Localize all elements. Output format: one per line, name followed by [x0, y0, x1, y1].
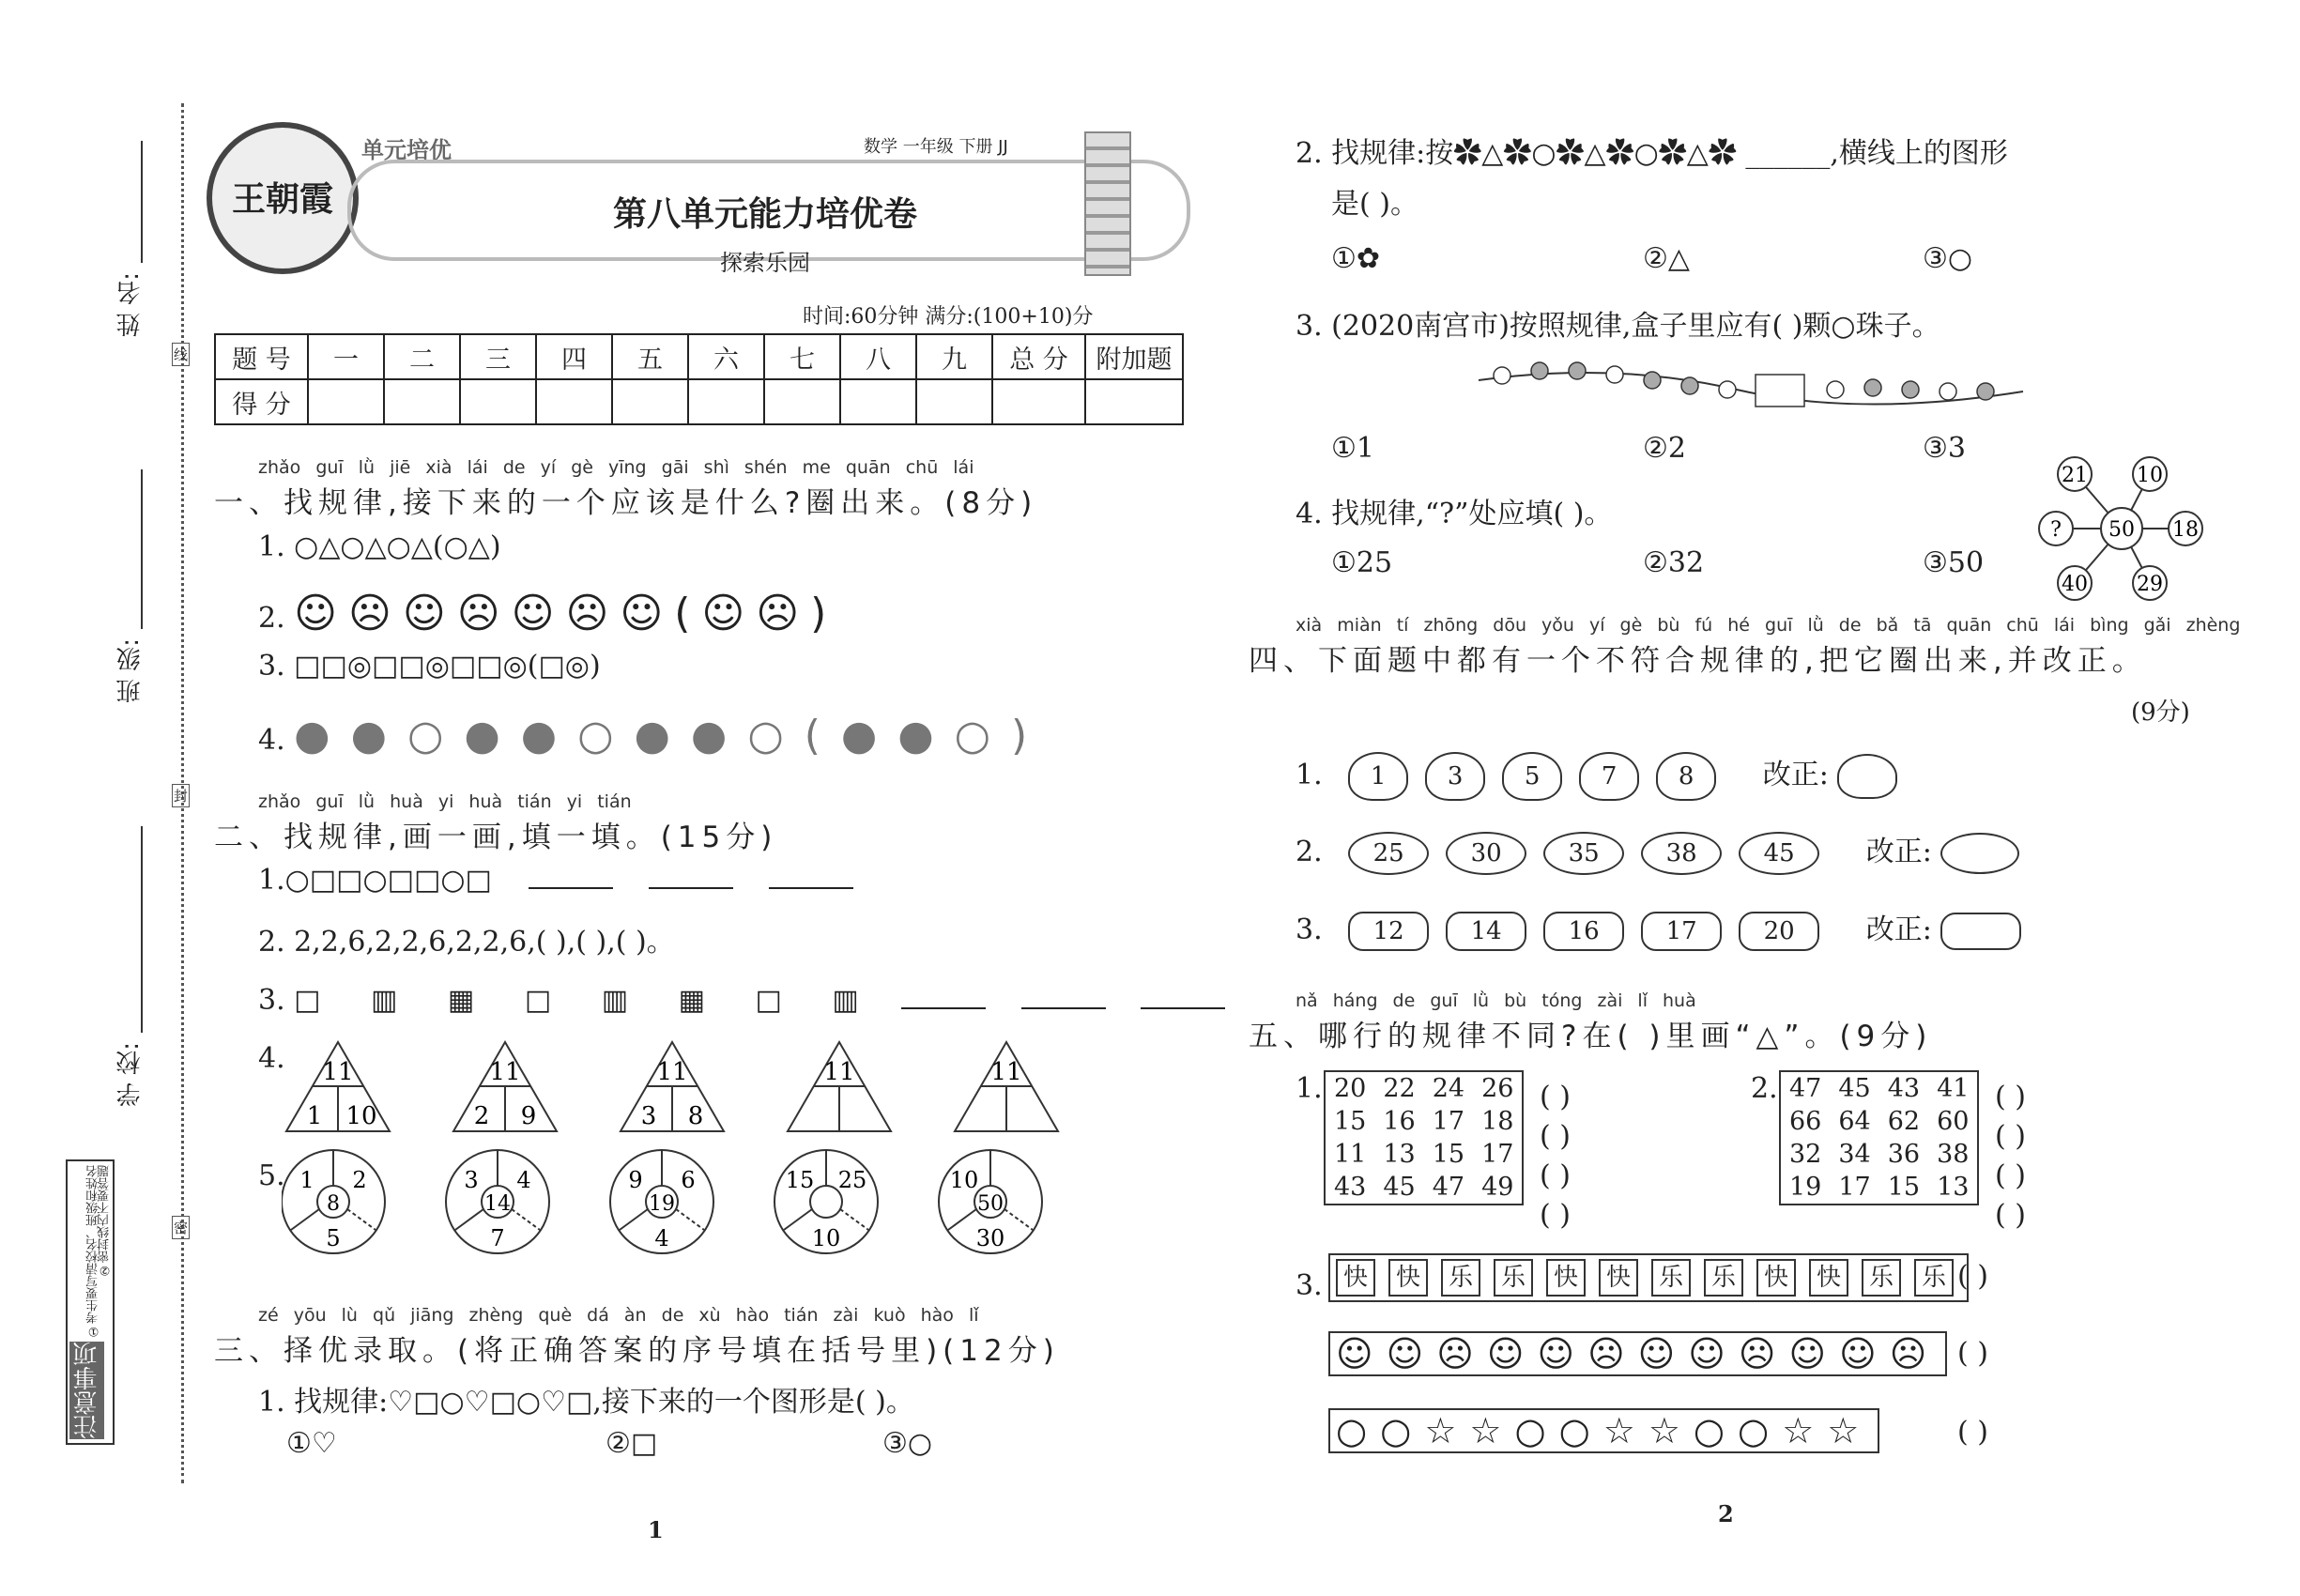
number-triangle: [286, 1042, 390, 1131]
cell: 三: [460, 334, 536, 379]
fish-answer[interactable]: [1940, 833, 2019, 874]
s5-title: 五、哪行的规律不同?在( )里画“△”。(9分): [1249, 1020, 1933, 1053]
s3-q4-opt2[interactable]: ②32: [1643, 546, 1705, 579]
s3-q3: 3. (2020南宫市)按照规律,盒子里应有( )颗○珠子。: [1296, 310, 1940, 343]
cut-mark-3: 密: [172, 1216, 190, 1239]
s1-title: 一、找规律,接下来的一个应该是什么?圈出来。(8分): [214, 486, 1038, 520]
s2-q2: 2. 2,2,6,2,2,6,2,2,6,( ),( ),( )。: [258, 926, 675, 959]
cell[interactable]: [688, 379, 764, 424]
char-box: 乐: [1441, 1259, 1480, 1297]
cell: 二: [384, 334, 460, 379]
s1-pinyin: zhǎo guī lǜ jiē xià lái de yí gè yīng gāi shì shén me quān chū lái: [258, 457, 974, 478]
cell: 六: [688, 334, 764, 379]
s5-q3-no: 3.: [1296, 1269, 1323, 1302]
circle-c: 5: [326, 1225, 341, 1251]
s3-q3-opt1[interactable]: ①1: [1331, 432, 1374, 465]
char-box: 乐: [1494, 1259, 1533, 1297]
blank[interactable]: [1021, 1007, 1106, 1009]
table-row: [1326, 1105, 1522, 1138]
table-cell: 22: [1383, 1074, 1416, 1103]
tri-right[interactable]: 10: [345, 1102, 377, 1130]
circle-center: 14: [484, 1192, 511, 1216]
cell: 总 分: [992, 334, 1085, 379]
s1-q1: 1. ○△○△○△(○△): [258, 530, 501, 563]
face-pattern-row: ☺☺☹☺☺☹☺☺☹☺☺☹: [1328, 1331, 1947, 1376]
number-circle: [939, 1150, 1042, 1253]
circle-c: 10: [811, 1225, 841, 1251]
circle-b: 6: [681, 1167, 696, 1193]
name-line: [141, 141, 143, 263]
table-cell: 15: [1334, 1107, 1367, 1136]
flower-number: 40: [2062, 573, 2088, 596]
bone-answer[interactable]: [1940, 913, 2021, 950]
table-cell: 38: [1937, 1140, 1970, 1169]
meta-label: 数学 一年级 下册 JJ: [864, 137, 1008, 157]
circle-center: 50: [977, 1192, 1004, 1216]
table-cell: 41: [1937, 1074, 1970, 1103]
peach-item[interactable]: 1: [1348, 752, 1408, 801]
table-cell: 45: [1838, 1074, 1871, 1103]
number-triangle: [955, 1042, 1058, 1131]
s4-r3: [1296, 906, 2021, 951]
name-label: 姓 名:: [116, 272, 145, 338]
table-cell: 34: [1838, 1140, 1871, 1169]
fix-label: 改正:: [1762, 759, 1829, 791]
class-label: 班 级:: [116, 638, 145, 704]
char-box: 快: [1756, 1259, 1796, 1297]
fish-item[interactable]: 30: [1446, 832, 1526, 875]
school-line: [141, 826, 143, 1033]
s4-r1: [1296, 751, 1897, 801]
cell: 八: [840, 334, 916, 379]
s3-q3-opt3[interactable]: ③3: [1923, 432, 1966, 465]
cell[interactable]: [992, 379, 1085, 424]
s2-title: 二、找规律,画一画,填一填。(15分): [214, 821, 778, 854]
blank[interactable]: [1141, 1007, 1225, 1009]
face-row: ☺☹☺☹☺☹☺(☺☹): [294, 590, 838, 637]
s3-pinyin: zé yōu lù qǔ jiāng zhèng què dá àn de xù hào tián zài kuò hào lǐ: [258, 1305, 979, 1326]
cell[interactable]: [308, 379, 384, 424]
fish-item[interactable]: 25: [1348, 832, 1429, 875]
cell[interactable]: [384, 379, 460, 424]
table-cell: 19: [1789, 1173, 1822, 1202]
peach-item[interactable]: 7: [1579, 752, 1639, 801]
s3-q1-opt2[interactable]: ②□: [606, 1427, 658, 1460]
s4-score: (9分): [2131, 698, 2190, 727]
table-cell: 20: [1334, 1074, 1367, 1103]
flower-number: ?: [2050, 518, 2062, 542]
table-cell: 32: [1789, 1140, 1822, 1169]
table-row: [1781, 1138, 1977, 1171]
fish-item[interactable]: 35: [1543, 832, 1624, 875]
q-no: 3.: [1296, 913, 1323, 946]
q1-text: 1.○□□○□□○□: [258, 864, 492, 897]
score-table: [214, 333, 1184, 425]
table-cell: 13: [1383, 1140, 1416, 1169]
tri-top: 11: [322, 1058, 354, 1086]
table-cell: 43: [1334, 1173, 1367, 1202]
table-cell: 15: [1432, 1140, 1465, 1169]
circle-center: 19: [649, 1192, 675, 1216]
blank[interactable]: [529, 887, 613, 889]
logo: [207, 122, 359, 274]
paren-a[interactable]: ( ): [1957, 1260, 1988, 1293]
s4-r2: [1296, 828, 2019, 875]
table-cell: 66: [1789, 1107, 1822, 1136]
table-cell: 43: [1887, 1074, 1921, 1103]
peach-item[interactable]: 8: [1656, 752, 1716, 801]
paren-b[interactable]: ( ): [1957, 1337, 1988, 1370]
char-box: 快: [1546, 1259, 1586, 1297]
circle-c: 4: [654, 1225, 669, 1251]
s2-pinyin: zhǎo guī lǜ huà yi huà tián yi tián: [258, 791, 632, 812]
number-triangle: [453, 1042, 557, 1131]
s3-title: 三、择优录取。(将正确答案的序号填在括号里)(12分): [214, 1334, 1060, 1368]
number-circle: [446, 1150, 549, 1253]
char-box: 快: [1809, 1259, 1848, 1297]
table-cell: 47: [1789, 1074, 1822, 1103]
table-cell: 17: [1481, 1140, 1514, 1169]
cell[interactable]: [1085, 379, 1183, 424]
s5-parens-2[interactable]: ( ) ( ) ( ) ( ): [1995, 1081, 2026, 1232]
char-box: 乐: [1914, 1259, 1954, 1297]
s2-q1: [258, 864, 866, 897]
s1-q2: [258, 590, 837, 637]
notice-box: [66, 1159, 115, 1445]
table-row: [1781, 1171, 1977, 1204]
notice-title: 注意事项: [69, 1342, 104, 1439]
school-label: 学 校:: [116, 1042, 145, 1108]
notice-1: ①考生要写清校名、班级和姓名: [86, 1165, 100, 1338]
page-number-1: 1: [648, 1516, 664, 1543]
table-row: [1326, 1072, 1522, 1105]
flower-number: 21: [2062, 464, 2088, 487]
s3-q2: 2. 找规律:按✿△✿○✿△✿○✿△✿ ______,横线上的图形: [1296, 137, 2008, 170]
table-row: [1781, 1105, 1977, 1138]
tri-left[interactable]: 2: [473, 1102, 490, 1130]
table-row: [1781, 1072, 1977, 1105]
cell: 七: [764, 334, 840, 379]
blank[interactable]: [901, 1007, 986, 1009]
circle-b: 2: [352, 1167, 367, 1193]
char-box: 快: [1336, 1259, 1375, 1297]
char-box: 乐: [1862, 1259, 1901, 1297]
peach-item[interactable]: 3: [1425, 752, 1485, 801]
logo-text: 王朝霞: [231, 179, 333, 219]
bone-item[interactable]: 16: [1543, 912, 1624, 951]
circle-center: 8: [327, 1192, 340, 1216]
cut-mark-2: 封: [172, 784, 190, 807]
table-cell: 60: [1937, 1107, 1970, 1136]
fish-item[interactable]: 45: [1739, 832, 1819, 875]
number-circle: [610, 1150, 713, 1253]
table-cell: 15: [1887, 1173, 1921, 1202]
s3-q1-opt1[interactable]: ①♡: [286, 1427, 337, 1460]
s3-q2-opt2[interactable]: ②△: [1643, 242, 1690, 275]
q-no: 2.: [1296, 836, 1323, 868]
bone-item[interactable]: 17: [1641, 912, 1722, 951]
fix-label: 改正:: [1865, 836, 1932, 868]
triangle-row: [282, 1037, 1089, 1141]
circle-b: 4: [516, 1167, 531, 1193]
table-cell: 45: [1383, 1173, 1416, 1202]
s1-q4: [258, 712, 1048, 760]
s4-pinyin: xià miàn tí zhōng dōu yǒu yí gè bù fú hé guī lǜ de bǎ tā quān chū lái bìng gǎi zhèng: [1296, 615, 2241, 636]
flower-number: 29: [2137, 573, 2163, 596]
cell: 九: [916, 334, 992, 379]
circle-c: 7: [490, 1225, 505, 1251]
number-circle: [282, 1150, 385, 1253]
char-box: 乐: [1704, 1259, 1743, 1297]
tri-right[interactable]: 8: [687, 1102, 704, 1130]
cell: 五: [612, 334, 688, 379]
s3-q4-opt1[interactable]: ①25: [1331, 546, 1393, 579]
table-cell: 17: [1838, 1173, 1871, 1202]
s3-q1: 1. 找规律:♡□○♡□○♡□,接下来的一个图形是( )。: [258, 1386, 914, 1419]
fruit-row: ●●○●●○●●○(●●○): [294, 712, 1049, 760]
tri-top: 11: [489, 1058, 521, 1086]
char-box: 快: [1388, 1259, 1428, 1297]
s4-title: 四、下面题中都有一个不符合规律的,把它圈出来,并改正。: [1249, 644, 2147, 678]
number-circle: [774, 1150, 878, 1253]
char-box: 乐: [1651, 1259, 1691, 1297]
bone-item[interactable]: 12: [1348, 912, 1429, 951]
bone-item[interactable]: 14: [1446, 912, 1526, 951]
peach-answer[interactable]: [1837, 754, 1897, 799]
s3-q4-opt3[interactable]: ③50: [1923, 546, 1985, 579]
s5-q1-no: 1.: [1296, 1072, 1323, 1105]
fish-item[interactable]: 38: [1641, 832, 1722, 875]
char-row: [1328, 1253, 1969, 1302]
s3-q2b: 是( )。: [1331, 188, 1418, 221]
blank[interactable]: [649, 887, 733, 889]
cell: 题 号: [215, 334, 308, 379]
circle-c: 30: [975, 1225, 1005, 1251]
s3-q2-opt1[interactable]: ①✿: [1331, 242, 1381, 275]
s2-q4-no: 4.: [258, 1042, 285, 1075]
flower-number: 18: [2172, 518, 2199, 542]
notice-2: ②密封线内不要答题: [98, 1165, 112, 1277]
time-info: 时间:60分钟 满分:(100+10)分: [803, 305, 1094, 329]
tri-left[interactable]: 3: [640, 1102, 657, 1130]
table-cell: 49: [1481, 1173, 1514, 1202]
q-no: 1.: [1296, 759, 1323, 791]
cell: 四: [536, 334, 612, 379]
table-cell: 24: [1432, 1074, 1465, 1103]
circle-row: [282, 1141, 1089, 1263]
char-box: 快: [1599, 1259, 1638, 1297]
class-line: [141, 469, 143, 629]
square-pattern: □ ▥ ▦ □ ▥ ▦ □ ▥: [294, 984, 880, 1017]
number-triangle: [621, 1042, 724, 1131]
blank[interactable]: [769, 887, 853, 889]
number-flower: [2037, 446, 2211, 610]
page-subtitle: 探索乐园: [720, 250, 810, 276]
s2-q5-no: 5.: [258, 1159, 285, 1192]
circle-a: 15: [785, 1167, 815, 1193]
circle-a: 9: [628, 1167, 643, 1193]
tri-top: 11: [656, 1058, 688, 1086]
s5-pinyin: nǎ háng de guī lǜ bù tóng zài lǐ huà: [1296, 990, 1696, 1011]
s3-q2-opt3[interactable]: ③○: [1923, 242, 1973, 275]
peach-item[interactable]: 5: [1502, 752, 1562, 801]
table-cell: 62: [1887, 1107, 1921, 1136]
series-label: 单元培优: [361, 137, 452, 163]
cell: 附加题: [1085, 334, 1183, 379]
tri-right[interactable]: 9: [520, 1102, 537, 1130]
table-cell: 18: [1481, 1107, 1514, 1136]
cut-mark-1: 线: [172, 343, 190, 366]
cell[interactable]: [840, 379, 916, 424]
q-no: 4.: [258, 724, 285, 757]
s3-q3-opt2[interactable]: ②2: [1643, 432, 1686, 465]
cell[interactable]: [536, 379, 612, 424]
page-title: 第八单元能力培优卷: [612, 195, 917, 234]
cell[interactable]: [764, 379, 840, 424]
flower-number: 10: [2137, 464, 2163, 487]
tri-top: 11: [990, 1058, 1022, 1086]
shape-pattern-row: ○○☆☆○○☆☆○○☆☆: [1328, 1408, 1879, 1453]
circle-b: 25: [837, 1167, 867, 1193]
number-triangle: [788, 1042, 891, 1131]
tri-left[interactable]: 1: [306, 1102, 323, 1130]
circle-a: 1: [299, 1167, 314, 1193]
table-cell: 13: [1937, 1173, 1970, 1202]
page-number-2: 2: [1718, 1500, 1734, 1527]
s5-table-2: [1779, 1070, 1979, 1205]
circle-a: 10: [949, 1167, 979, 1193]
flower-number: 50: [2108, 518, 2135, 542]
bead-string: [1474, 361, 2028, 418]
lighthouse-icon: [1084, 131, 1131, 276]
paren-c[interactable]: ( ): [1957, 1416, 1988, 1449]
cell[interactable]: [460, 379, 536, 424]
tri-top: 11: [823, 1058, 855, 1086]
table-cell: 16: [1383, 1107, 1416, 1136]
table-cell: 64: [1838, 1107, 1871, 1136]
s1-q3: 3. □□◎□□◎□□◎(□◎): [258, 650, 601, 683]
table-cell: 36: [1887, 1140, 1921, 1169]
cell: 一: [308, 334, 384, 379]
s2-q3: [258, 984, 1238, 1017]
table-cell: 11: [1334, 1140, 1367, 1169]
s3-q1-opt3[interactable]: ③○: [882, 1427, 933, 1460]
s5-table-1: [1324, 1070, 1524, 1205]
cell[interactable]: [916, 379, 992, 424]
q-no: 2.: [258, 602, 285, 635]
s5-parens-1[interactable]: ( ) ( ) ( ) ( ): [1540, 1081, 1571, 1232]
s5-q2-no: 2.: [1751, 1072, 1778, 1105]
bone-item[interactable]: 20: [1739, 912, 1819, 951]
s3-q4: 4. 找规律,“?”处应填( )。: [1296, 498, 1613, 530]
table-cell: 26: [1481, 1074, 1514, 1103]
q-no: 3.: [258, 984, 285, 1017]
table-row: [1326, 1138, 1522, 1171]
table-cell: 17: [1432, 1107, 1465, 1136]
table-row: [1326, 1171, 1522, 1204]
circle-a: 3: [464, 1167, 479, 1193]
fix-label: 改正:: [1865, 913, 1932, 946]
table-cell: 47: [1432, 1173, 1465, 1202]
cell: 得 分: [215, 379, 308, 424]
cell[interactable]: [612, 379, 688, 424]
